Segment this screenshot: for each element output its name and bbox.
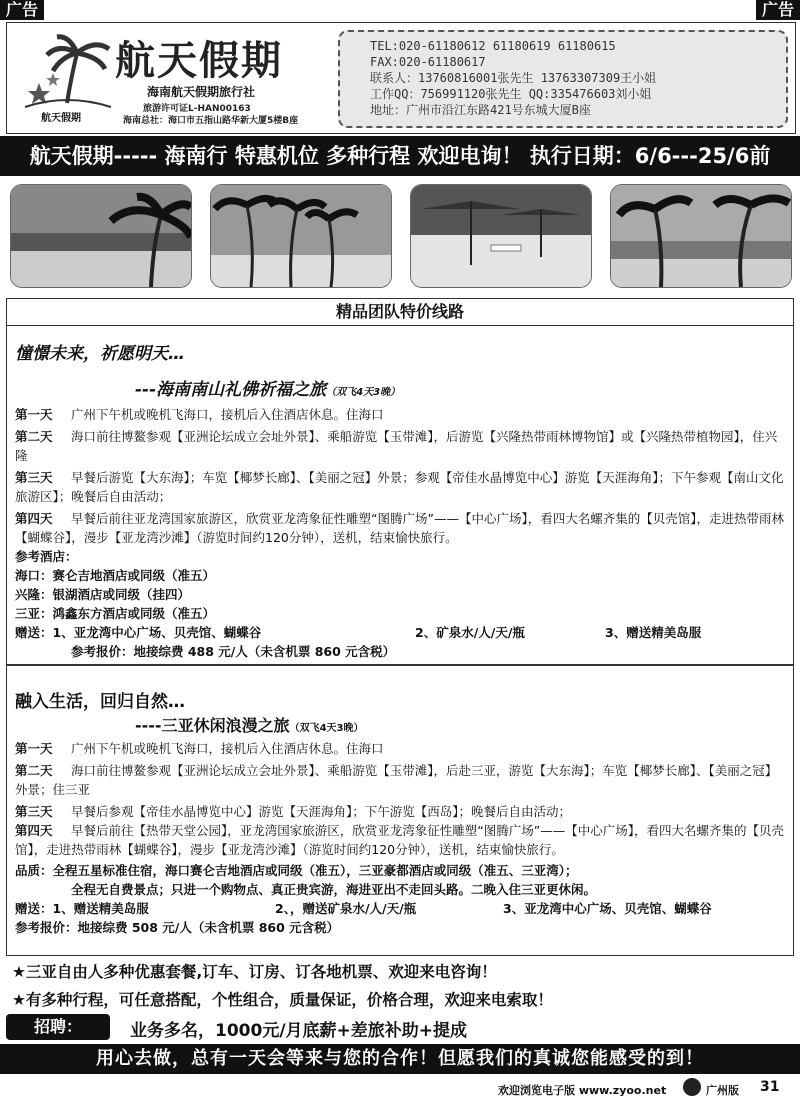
day-text: 早餐后前往亚龙湾国家旅游区，欣赏亚龙湾象征性雕塑“图腾广场”——【中心广场】，看四大名螺齐集的【贝壳馆】，走进热带雨林【蝴蝶谷】，漫步【亚龙湾沙滩】（游览时间约120分钟），送机，结束愉快旅行。 bbox=[15, 511, 784, 545]
itinerary-day bbox=[15, 427, 785, 465]
contact-line: 地址：广州市沿江东路421号东城大厦B座 bbox=[370, 103, 591, 117]
tour2-slogan: 融入生活，回归自然… bbox=[15, 692, 185, 712]
contact-box bbox=[338, 30, 788, 128]
footer-globe-icon bbox=[683, 1078, 701, 1096]
tour1-price: 参考报价：地接综费 488 元/人（未含机票 860 元含税） bbox=[71, 644, 396, 659]
day-text: 海口前往博鳌参观【亚洲论坛成立会址外景】、乘船游览【玉带滩】，后赴三亚，游览【大东海】；车览【椰梦长廊】、【美丽之冠】外景；住三亚 bbox=[15, 763, 778, 797]
gifts-row bbox=[15, 623, 785, 642]
day-label: 第三天 bbox=[15, 470, 53, 485]
logo-caption: 航天假期 bbox=[41, 113, 81, 124]
tour2-quality-note: 全程无自费景点；只进一个购物点、真正贵宾游，海进亚出不走回头路。二晚入住三亚更休闲。 bbox=[71, 882, 597, 897]
itinerary-day bbox=[15, 468, 785, 506]
hotel-item: 三亚：鸿鑫东方酒店或同级（准五） bbox=[15, 606, 216, 621]
ad-label-left: 广告 bbox=[0, 0, 44, 20]
tour2-quality: 品质：全程五星标准住宿，海口赛仑吉地酒店或同级（准五），三亚豪都酒店或同级（准五、三亚湾）； bbox=[15, 863, 578, 878]
day-text: 广州下午机或晚机飞海口，接机后入住酒店休息。住海口 bbox=[71, 407, 384, 422]
tour1-slogan: 憧憬未来，祈愿明天… bbox=[15, 344, 185, 364]
tour1-title bbox=[135, 375, 400, 400]
tour-section-1 bbox=[6, 298, 794, 666]
hotels-label: 参考酒店： bbox=[15, 549, 78, 564]
gifts-row bbox=[15, 899, 785, 918]
hotel-item: 兴隆：银湖酒店或同级（挂四） bbox=[15, 587, 191, 602]
tour2-itinerary bbox=[15, 739, 785, 937]
gift-item: 赠送：1、赠送精美岛服 bbox=[15, 901, 149, 916]
day-text: 海口前往博鳌参观【亚洲论坛成立会址外景】、乘船游览【玉带滩】，后游览【兴隆热带雨林博物馆】或【兴隆热带植物园】，住兴隆 bbox=[15, 429, 778, 463]
tour2-duration: （双飞4天3晚） bbox=[289, 723, 364, 734]
day-label: 第一天 bbox=[15, 741, 53, 756]
company-name: 海南航天假期旅行社 bbox=[147, 85, 256, 99]
tour1-title-text: ---海南南山礼佛祈福之旅 bbox=[135, 380, 327, 400]
closing-strip: 用心去做，总有一天会等来与您的合作！但愿我们的真诚您能感受的到！ bbox=[0, 1044, 800, 1074]
day-text: 早餐后游览【大东海】；车览【椰梦长廊】、【美丽之冠】外景；参观【帝佳水晶博览中心】游览【天涯海角】；下午参观【南山文化旅游区】；晚餐后自由活动； bbox=[15, 470, 784, 504]
beach-photo-2 bbox=[210, 184, 392, 288]
brand-name: 航天假期 bbox=[115, 38, 283, 84]
itinerary-day bbox=[15, 802, 785, 821]
recruit-badge: 招聘： bbox=[6, 1014, 110, 1040]
palm-logo-icon bbox=[19, 33, 115, 113]
beach-photo-3 bbox=[410, 184, 592, 288]
tour2-price: 参考报价：地接综费 508 元/人（未含机票 860 元含税） bbox=[15, 920, 340, 935]
tour1-duration: （双飞4天3晚） bbox=[326, 387, 401, 398]
itinerary-day bbox=[15, 405, 785, 424]
gift-item: 2、，赠送矿泉水/人/天/瓶 bbox=[275, 901, 417, 916]
tour-section-2 bbox=[6, 664, 794, 956]
beach-photo-4 bbox=[610, 184, 792, 288]
day-label: 第四天 bbox=[15, 823, 53, 838]
hotel-item: 海口：赛仑吉地酒店或同级（准五） bbox=[15, 568, 216, 583]
gift-item: 3、赠送精美岛服 bbox=[605, 625, 702, 640]
gift-item: 赠送：1、亚龙湾中心广场、贝壳馆、蝴蝶谷 bbox=[15, 625, 262, 640]
day-text: 广州下午机或晚机飞海口，接机后入住酒店休息。住海口 bbox=[71, 741, 384, 756]
footer-edition: 广州版 bbox=[706, 1084, 739, 1097]
day-text: 早餐后参观【帝佳水晶博览中心】游览【天涯海角】；下午游览【西岛】；晚餐后自由活动； bbox=[71, 804, 572, 819]
day-label: 第二天 bbox=[15, 763, 53, 778]
contact-line: 工作QQ：756991120张先生 QQ:335476603刘小姐 bbox=[370, 87, 652, 101]
tour2-title bbox=[135, 713, 364, 736]
gift-item: 2、矿泉水/人/天/瓶 bbox=[415, 625, 525, 640]
promo-line-2: ★有多种行程，可任意搭配，个性组合，质量保证，价格合理，欢迎来电索取！ bbox=[12, 991, 553, 1009]
itinerary-day bbox=[15, 821, 785, 859]
promo-line-1: ★三亚自由人多种优惠套餐,订车、订房、订各地机票、欢迎来电咨询！ bbox=[12, 963, 497, 981]
itinerary-day bbox=[15, 509, 785, 547]
recruit-text: 业务多名，1000元/月底薪+差旅补助+提成 bbox=[130, 1021, 468, 1041]
tour1-itinerary bbox=[15, 405, 785, 661]
itinerary-day bbox=[15, 761, 785, 799]
day-label: 第四天 bbox=[15, 511, 53, 526]
footer-site: 欢迎浏览电子版 www.zyoo.net bbox=[498, 1084, 667, 1097]
section-title: 精品团队特价线路 bbox=[7, 299, 793, 326]
day-label: 第二天 bbox=[15, 429, 53, 444]
itinerary-day bbox=[15, 739, 785, 758]
day-label: 第一天 bbox=[15, 407, 53, 422]
beach-photo-1 bbox=[10, 184, 192, 288]
headquarters-address: 海南总社：海口市五指山路华新大厦5楼B座 bbox=[123, 116, 299, 126]
gift-item: 3、亚龙湾中心广场、贝壳馆、蝴蝶谷 bbox=[503, 901, 712, 916]
day-label: 第三天 bbox=[15, 804, 53, 819]
contact-line: 联系人：13760816001张先生 13763307309王小姐 bbox=[370, 71, 657, 85]
page-number: 31 bbox=[760, 1079, 780, 1095]
day-text: 早餐后前往【热带天堂公园】，亚龙湾国家旅游区，欣赏亚龙湾象征性雕塑“图腾广场”——【中心广场】，看四大名螺齐集的【贝壳馆】，走进热带雨林【蝴蝶谷】，漫步【亚龙湾沙滩】（游览时间约120分钟），送机，结束愉快旅行。 bbox=[15, 823, 784, 857]
promo-banner: 航天假期----- 海南行 特惠机位 多种行程 欢迎电询！ 执行日期：6/6---25/6前 bbox=[0, 136, 800, 176]
tour2-title-text: ----三亚休闲浪漫之旅 bbox=[135, 716, 290, 735]
contact-line: FAX:020-61180617 bbox=[370, 55, 486, 69]
license-number: 旅游许可证L-HAN00163 bbox=[143, 104, 251, 114]
ad-label-right: 广告 bbox=[756, 0, 800, 20]
contact-line: TEL:020-61180612 61180619 61180615 bbox=[370, 39, 616, 53]
